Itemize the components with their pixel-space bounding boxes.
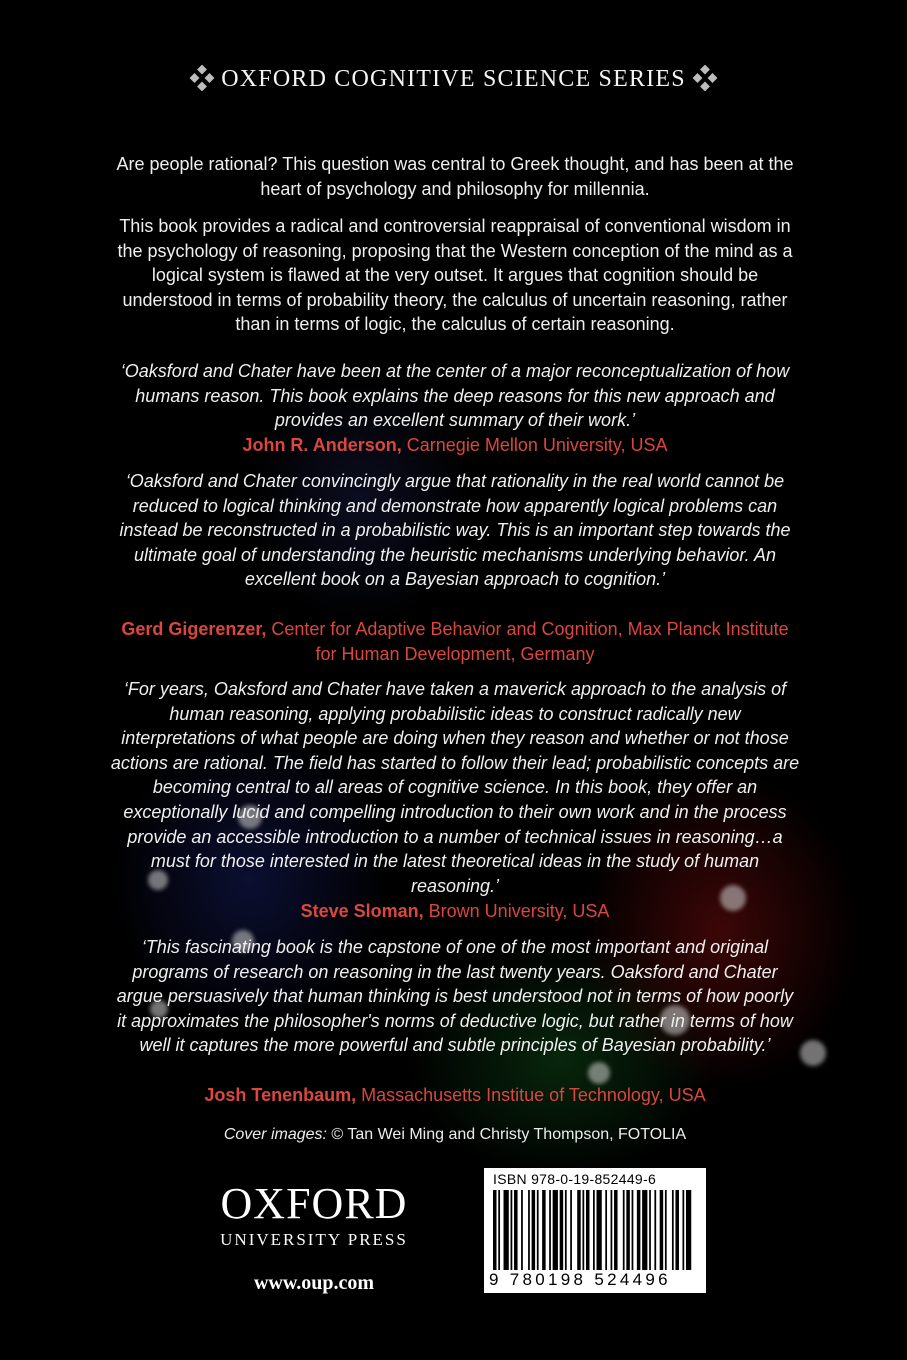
barcode-bar	[675, 1190, 679, 1270]
endorsement-quote: ‘For years, Oaksford and Chater have taken a maverick approach to the analysis of human reasoning, applying probabilistic ideas to construct radically new interpretations of what people are doing when they reason and whether or not those actions are rational. The field has started to follow their lead; probabilistic concepts are becoming central to all areas of cognitive science. In this book, they offer an exceptionally lucid and compelling introduction to their own work and in the process provide an accessible introduction to a number of technical issues in reasoning…a must for those interested in the latest theoretical ideas in the study of human reasoning.’	[110, 679, 800, 896]
barcode-bar	[565, 1190, 567, 1270]
barcode-bar	[614, 1190, 618, 1270]
barcode-bar	[605, 1190, 607, 1270]
endorser-name: Josh Tenenbaum,	[204, 1085, 357, 1105]
barcode-bar	[560, 1190, 564, 1270]
endorsement-quote: ‘Oaksford and Chater have been at the center of a major reconceptualization of how humans reason. This book explains the deep reasons for this new approach and provides an excellent summary of their work.’	[120, 361, 790, 431]
endorser-affiliation: Carnegie Mellon University, USA	[401, 435, 668, 455]
barcode-bar	[637, 1190, 641, 1270]
endorsement-attribution	[110, 617, 800, 666]
endorser-name: Steve Sloman,	[300, 901, 424, 921]
credits-text: © Tan Wei Ming and Christy Thompson, FOTOLIA	[326, 1126, 687, 1143]
dice-pip	[588, 1062, 610, 1084]
barcode-bar	[498, 1190, 500, 1270]
barcode-bar	[586, 1190, 590, 1270]
publisher-logo-sub: UNIVERSITY PRESS	[220, 1230, 408, 1249]
endorser-name: Gerd Gigerenzer,	[121, 619, 267, 639]
publisher-logo-main: OXFORD	[220, 1179, 408, 1228]
barcode-bar	[553, 1190, 558, 1270]
isbn-label: ISBN 978-0-19-852449-6	[493, 1171, 657, 1187]
endorser-affiliation: Center for Adaptive Behavior and Cognition, Max Planck Institute for Human Development, Germany	[266, 619, 789, 664]
endorser-affiliation: Massachusetts Institue of Technology, USA	[356, 1085, 706, 1105]
barcode-bar	[642, 1190, 647, 1270]
barcode-number: 9 780198 524496	[489, 1270, 671, 1289]
barcode-bar	[660, 1190, 664, 1270]
barcode-bar	[582, 1190, 584, 1270]
barcode-bar	[514, 1190, 518, 1270]
barcode-bar	[528, 1190, 530, 1270]
cover-image-credits	[110, 1126, 800, 1144]
description-paragraph-2: This book provides a radical and controversial reappraisal of conventional wisdom in the psychology of reasoning, proposing that the Western conception of the mind as a logical system is flawed at the very outset. It argues that cognition should be understood in terms of probability theory, the calculus of uncertain reasoning, rather than in terms of logic, the calculus of certain reasoning.	[117, 216, 793, 335]
diamond-cluster-icon	[189, 65, 215, 91]
endorsement-quote: ‘Oaksford and Chater convincingly argue that rationality in the real world cannot be reduced to logical thinking and demonstrate how apparently logical problems can instead be reconstructed in a probabilistic way. This is an important step towards the ultimate goal of understanding the heuristic mechanisms underlying behavior. An excellent book on a Bayesian approach to cognition.’	[119, 471, 791, 590]
barcode-bar	[654, 1190, 656, 1270]
publisher-logo	[196, 1180, 432, 1250]
series-title-text: OXFORD COGNITIVE SCIENCE SERIES	[221, 66, 686, 92]
barcode-bar	[570, 1190, 572, 1270]
barcode-bar	[686, 1190, 691, 1270]
dice-pip	[800, 1040, 826, 1066]
barcode-bar	[549, 1190, 551, 1270]
barcode-bar	[504, 1190, 509, 1270]
barcode-bar	[597, 1190, 602, 1270]
barcode-bar	[532, 1190, 536, 1270]
barcode-bar	[632, 1190, 634, 1270]
barcode-bar	[593, 1190, 595, 1270]
barcode-bar	[682, 1190, 684, 1270]
description-paragraph-1: Are people rational? This question was central to Greek thought, and has been at the heart of psychology and philosophy for millennia.	[116, 154, 794, 199]
barcode-icon	[493, 1190, 693, 1270]
barcode-bar	[623, 1190, 625, 1270]
barcode-bar	[577, 1190, 581, 1270]
barcode-bar	[521, 1190, 523, 1270]
barcode-bar	[626, 1190, 630, 1270]
barcode-bar	[511, 1190, 513, 1270]
endorsement-quote: ‘This fascinating book is the capstone of one of the most important and original programs of research on reasoning in the last twenty years. Oaksford and Chater argue persuasively that human thinking is best understood not in terms of how poorly it approximates the philosopher's norms of deductive logic, but rather in terms of how well it captures the more powerful and subtle principles of Bayesian probability.’	[116, 937, 794, 1056]
credits-label: Cover images:	[223, 1126, 327, 1143]
endorsement-attribution	[110, 899, 800, 924]
endorsement-attribution	[110, 433, 800, 458]
endorser-name: John R. Anderson,	[242, 435, 402, 455]
barcode-bar	[672, 1190, 674, 1270]
series-title	[0, 66, 907, 93]
barcode-bar	[665, 1190, 667, 1270]
endorsement-attribution	[110, 1083, 800, 1108]
barcode-bar	[537, 1190, 539, 1270]
barcode-bar	[542, 1190, 546, 1270]
barcode-bar	[611, 1190, 613, 1270]
endorser-affiliation: Brown University, USA	[423, 901, 610, 921]
isbn-barcode-box	[484, 1168, 706, 1293]
diamond-cluster-icon	[692, 65, 718, 91]
barcode-bar	[649, 1190, 651, 1270]
barcode-bar	[493, 1190, 497, 1270]
publisher-url: www.oup.com	[253, 1272, 374, 1294]
